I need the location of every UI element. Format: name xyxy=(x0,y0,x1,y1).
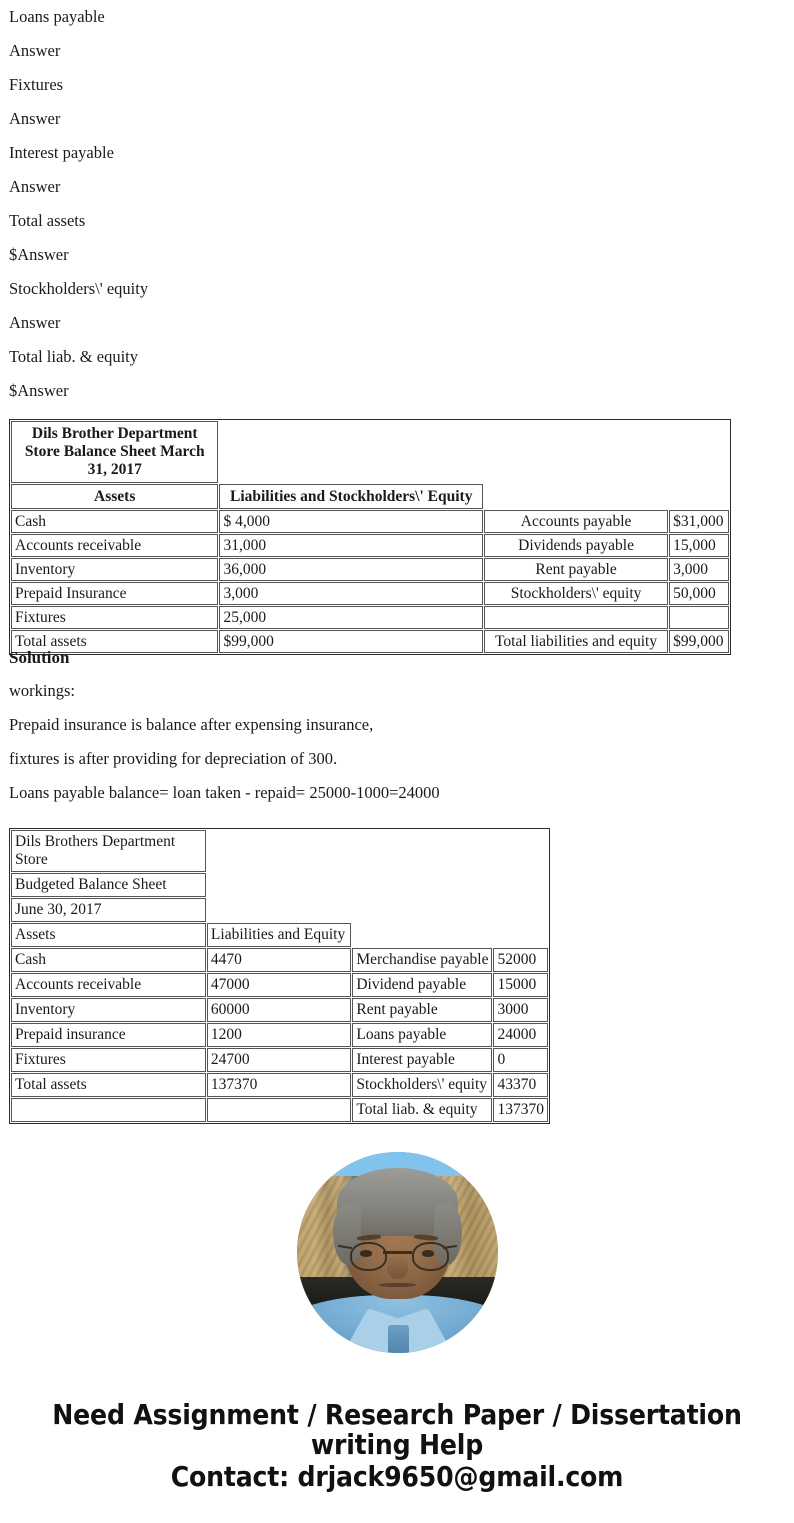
asset-amount: $ 4,000 xyxy=(219,510,483,533)
budgeted-title-statement: Budgeted Balance Sheet xyxy=(11,873,206,897)
liability-amount xyxy=(669,606,729,629)
question-line: Answer xyxy=(9,109,61,128)
question-line: Total liab. & equity xyxy=(9,347,138,366)
liability-label: Rent payable xyxy=(352,998,492,1022)
table-row xyxy=(11,948,548,972)
glasses-bridge-icon xyxy=(383,1251,411,1253)
header-assets: Assets xyxy=(11,923,206,947)
header-row-spacer xyxy=(352,923,548,947)
header-liabilities-equity: Liabilities and Equity xyxy=(207,923,351,947)
liability-label: Stockholders\' equity xyxy=(484,582,668,605)
liability-amount: 0 xyxy=(493,1048,548,1072)
solution-line: Prepaid insurance is balance after expensing insurance, xyxy=(9,715,374,734)
question-line: Loans payable xyxy=(9,7,105,26)
budgeted-title-company: Dils Brothers Department Store xyxy=(11,830,206,872)
question-line: $Answer xyxy=(9,245,69,264)
liability-amount: 3000 xyxy=(493,998,548,1022)
balance-sheet-table xyxy=(9,419,731,655)
title-row-spacer xyxy=(207,873,548,897)
liability-amount: $99,000 xyxy=(669,630,729,653)
table-row xyxy=(11,606,729,629)
asset-label: Fixtures xyxy=(11,1048,206,1072)
liability-amount: 15000 xyxy=(493,973,548,997)
liability-label xyxy=(484,606,668,629)
title-row-spacer xyxy=(207,898,548,922)
table-row-title xyxy=(11,873,548,897)
liability-label: Total liabilities and equity xyxy=(484,630,668,653)
liability-amount: 50,000 xyxy=(669,582,729,605)
asset-label: Fixtures xyxy=(11,606,218,629)
table-row xyxy=(11,534,729,557)
question-line-list xyxy=(0,0,794,408)
solution-line: fixtures is after providing for depreciation of 300. xyxy=(9,749,338,768)
liability-label: Loans payable xyxy=(352,1023,492,1047)
question-line: Answer xyxy=(9,313,61,332)
photo-nose xyxy=(387,1257,407,1279)
liability-amount: 52000 xyxy=(493,948,548,972)
photo-tie xyxy=(388,1325,408,1353)
balance-sheet-title: Dils Brother Department Store Balance Sheet March 31, 2017 xyxy=(11,421,218,483)
liability-label: Rent payable xyxy=(484,558,668,581)
asset-label: Prepaid Insurance xyxy=(11,582,218,605)
liability-label: Dividends payable xyxy=(484,534,668,557)
question-line: Fixtures xyxy=(9,75,64,94)
liability-amount: 137370 xyxy=(493,1098,548,1122)
question-line: Answer xyxy=(9,41,61,60)
liability-label: Dividend payable xyxy=(352,973,492,997)
table-row xyxy=(11,998,548,1022)
question-line: Answer xyxy=(9,177,61,196)
asset-label: Total assets xyxy=(11,1073,206,1097)
table-row-total xyxy=(11,1073,548,1097)
header-assets: Assets xyxy=(11,484,218,509)
question-line: Stockholders\' equity xyxy=(9,279,149,298)
asset-label: Cash xyxy=(11,948,206,972)
portrait-photo xyxy=(297,1152,498,1353)
asset-label: Accounts receivable xyxy=(11,534,218,557)
asset-amount: 25,000 xyxy=(219,606,483,629)
budgeted-title-date: June 30, 2017 xyxy=(11,898,206,922)
asset-amount: $99,000 xyxy=(219,630,483,653)
asset-label: Accounts receivable xyxy=(11,973,206,997)
header-liabilities-equity: Liabilities and Stockholders\' Equity xyxy=(219,484,483,509)
table-row xyxy=(11,582,729,605)
title-row-spacer xyxy=(207,830,548,872)
budgeted-balance-sheet-table xyxy=(9,828,550,1124)
solution-line: Loans payable balance= loan taken - repaid= 25000-1000=24000 xyxy=(9,783,440,802)
question-line: Interest payable xyxy=(9,143,114,162)
liability-label: Total liab. & equity xyxy=(352,1098,492,1122)
table-row xyxy=(11,1023,548,1047)
asset-label: Cash xyxy=(11,510,218,533)
liability-label: Stockholders\' equity xyxy=(352,1073,492,1097)
asset-amount: 1200 xyxy=(207,1023,351,1047)
liability-amount: 15,000 xyxy=(669,534,729,557)
table-row-header xyxy=(11,923,548,947)
table-row-header xyxy=(11,484,729,509)
solution-section xyxy=(9,648,769,818)
table-row-title xyxy=(11,830,548,872)
question-line: $Answer xyxy=(9,381,69,400)
footer-contact: Contact: drjack9650@gmail.com xyxy=(170,1460,624,1493)
asset-amount xyxy=(207,1098,351,1122)
asset-label: Prepaid insurance xyxy=(11,1023,206,1047)
table-row xyxy=(11,510,729,533)
asset-amount: 36,000 xyxy=(219,558,483,581)
liability-amount: 3,000 xyxy=(669,558,729,581)
asset-amount: 31,000 xyxy=(219,534,483,557)
asset-amount: 137370 xyxy=(207,1073,351,1097)
asset-amount: 24700 xyxy=(207,1048,351,1072)
table-row-total xyxy=(11,1098,548,1122)
table-row-title xyxy=(11,421,729,483)
asset-amount: 60000 xyxy=(207,998,351,1022)
asset-amount: 3,000 xyxy=(219,582,483,605)
solution-heading: Solution xyxy=(9,648,70,667)
question-line: Total assets xyxy=(9,211,86,230)
asset-amount: 47000 xyxy=(207,973,351,997)
liability-amount: 24000 xyxy=(493,1023,548,1047)
asset-label: Inventory xyxy=(11,558,218,581)
table-row xyxy=(11,558,729,581)
avatar xyxy=(297,1152,498,1353)
liability-label: Merchandise payable xyxy=(352,948,492,972)
liability-label: Accounts payable xyxy=(484,510,668,533)
asset-label: Total assets xyxy=(11,630,218,653)
liability-label: Interest payable xyxy=(352,1048,492,1072)
asset-amount: 4470 xyxy=(207,948,351,972)
liability-amount: $31,000 xyxy=(669,510,729,533)
asset-label xyxy=(11,1098,206,1122)
asset-label: Inventory xyxy=(11,998,206,1022)
table-row xyxy=(11,1048,548,1072)
glasses-lens-left-icon xyxy=(350,1242,387,1270)
header-row-spacer xyxy=(484,484,729,509)
footer-promo xyxy=(0,1400,794,1492)
title-row-spacer xyxy=(219,421,729,483)
footer-line-1: Need Assignment / Research Paper / Dissertation xyxy=(52,1398,742,1431)
solution-line: workings: xyxy=(9,681,75,700)
footer-line-2: writing Help xyxy=(310,1428,484,1461)
table-row xyxy=(11,973,548,997)
table-row-title xyxy=(11,898,548,922)
liability-amount: 43370 xyxy=(493,1073,548,1097)
